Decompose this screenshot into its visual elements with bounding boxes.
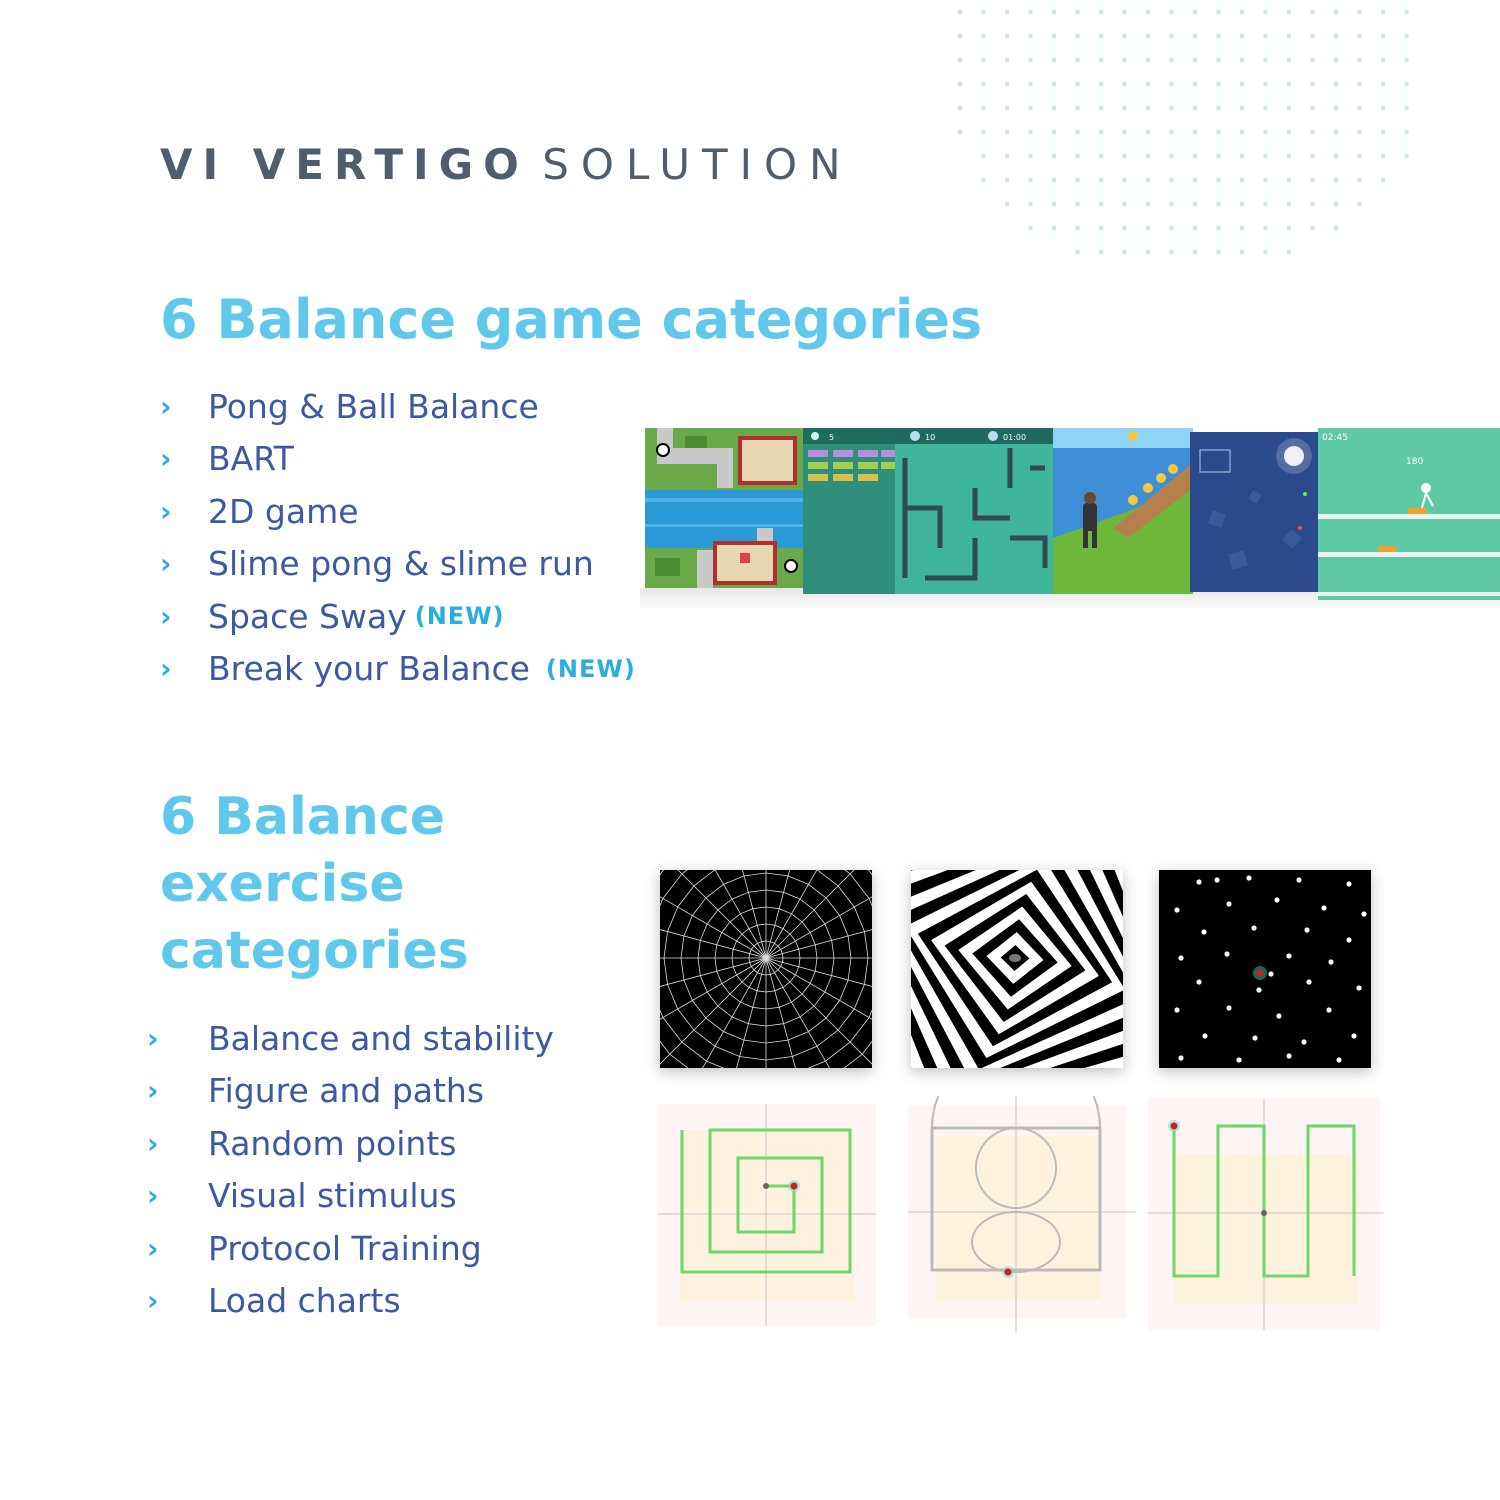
game-screenshot-break-your-balance — [1318, 428, 1500, 600]
exercise-category-list — [147, 1012, 554, 1327]
random-dots-stimulus-image — [1159, 870, 1371, 1068]
bart-score-text: 180 — [1406, 457, 1424, 467]
game-category-label: Pong & Ball Balance — [208, 386, 539, 426]
exercise-category-label: Figure and paths — [208, 1071, 485, 1111]
bart-time-text: 02:45 — [1322, 433, 1348, 443]
chevron-right-icon: › — [160, 547, 172, 581]
list-item — [147, 1012, 554, 1065]
chevron-right-icon: › — [160, 652, 172, 686]
game-category-label: Slime pong & slime run — [208, 544, 594, 584]
list-item — [160, 485, 636, 538]
new-badge: (NEW) — [414, 602, 505, 631]
game-category-label: Break your Balance — [208, 649, 530, 689]
game-screenshot-tower-map — [645, 428, 805, 588]
new-badge: (NEW) — [545, 654, 636, 683]
game-category-label: 2D game — [208, 491, 359, 531]
game-screenshot-space-sway — [1190, 432, 1320, 592]
list-item — [160, 538, 636, 591]
exercise-section-title: 6 Balance exercise categories — [160, 787, 469, 981]
chevron-right-icon: › — [147, 1074, 159, 1108]
tunnel-stripes-stimulus-image — [911, 870, 1123, 1068]
games-section-title: 6 Balance game categories — [160, 288, 983, 351]
square-spiral-path-image — [658, 1104, 876, 1326]
list-item — [147, 1170, 554, 1223]
game-screenshot-slime-run — [1053, 428, 1193, 594]
maze-score-text: 10 — [925, 433, 936, 442]
list-item — [147, 1117, 554, 1170]
game-screenshot-pong — [803, 428, 898, 594]
exercise-category-label: Visual stimulus — [208, 1176, 457, 1216]
title-light-text: SOLUTION — [542, 140, 853, 189]
dotted-pattern-decoration — [950, 0, 1420, 270]
list-item — [147, 1222, 554, 1275]
list-item — [160, 380, 636, 433]
exercise-category-label: Load charts — [208, 1281, 401, 1321]
game-screenshot-maze — [895, 428, 1055, 594]
maze-time-text: 01:00 — [1003, 433, 1027, 442]
game-category-label: BART — [208, 439, 294, 479]
chevron-right-icon: › — [160, 442, 172, 476]
chevron-right-icon: › — [147, 1179, 159, 1213]
exercise-category-label: Protocol Training — [208, 1228, 482, 1268]
list-item — [160, 433, 636, 486]
chevron-right-icon: › — [160, 494, 172, 528]
exercise-category-label: Balance and stability — [208, 1018, 554, 1058]
game-category-list — [160, 380, 636, 695]
list-item — [147, 1275, 554, 1328]
exercise-category-label: Random points — [208, 1123, 457, 1163]
list-item — [160, 643, 636, 696]
chevron-right-icon: › — [147, 1021, 159, 1055]
title-bold-text: VI VERTIGO — [160, 140, 529, 189]
figure-eight-path-image — [908, 1096, 1136, 1332]
zigzag-path-image — [1148, 1098, 1384, 1330]
list-item — [147, 1065, 554, 1118]
chevron-right-icon: › — [147, 1231, 159, 1265]
list-item — [160, 590, 636, 643]
chevron-right-icon: › — [160, 389, 172, 423]
game-category-label: Space Sway — [208, 596, 407, 636]
pong-score-text: 5 — [829, 433, 835, 442]
chevron-right-icon: › — [147, 1284, 159, 1318]
chevron-right-icon: › — [160, 599, 172, 633]
chevron-right-icon: › — [147, 1126, 159, 1160]
page-title — [160, 140, 853, 189]
spider-web-stimulus-image — [660, 870, 872, 1068]
